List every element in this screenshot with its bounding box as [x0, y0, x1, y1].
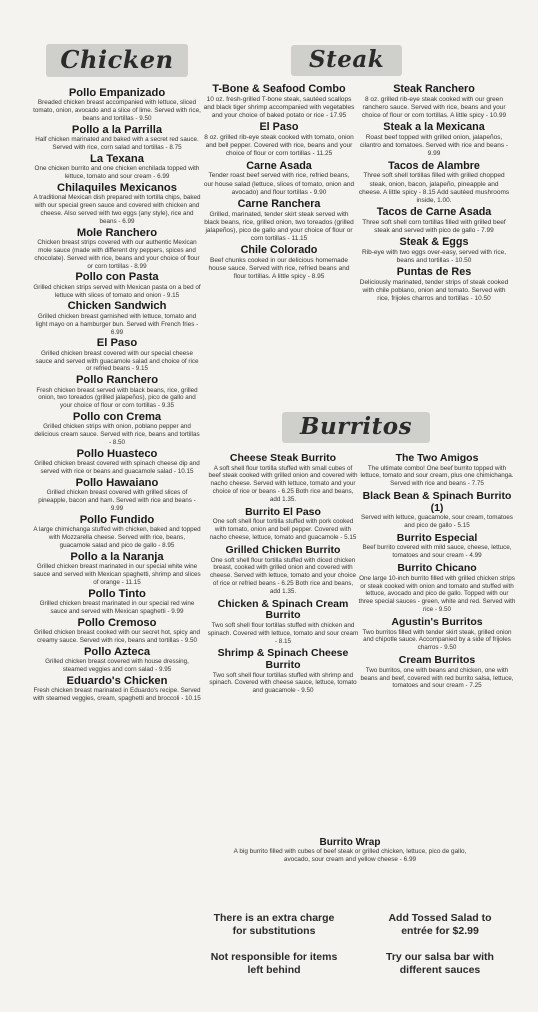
- menu-item: [358, 453, 516, 488]
- menu-item-name: Grilled Chicken Burrito: [225, 543, 341, 556]
- menu-item: [33, 646, 201, 674]
- menu-item-description: Breaded chicken breast accompanied with lettuce, sliced tomato, onion, avocado and a slice of lime. Served with rice, beans and tortillas - 9.50: [33, 99, 201, 123]
- burritos-right-column: [358, 450, 516, 690]
- menu-item-name: T-Bone & Seafood Combo: [212, 83, 346, 95]
- menu-item-description: Two burritos filled with tender skirt steak, grilled onion and chipotle sauce. Accompanied by a side of frijoles charros - 9.50: [362, 628, 512, 652]
- menu-item-description: Grilled chicken breast covered with grilled slices of pineapple, bacon and ham. Served with rice and beans - 9.99: [38, 489, 196, 513]
- menu-item-name: Burrito Chicano: [397, 562, 477, 575]
- menu-item: [358, 617, 516, 652]
- menu-item-name: Pollo Cremoso: [77, 616, 157, 629]
- menu-item-description: Roast beef topped with grilled onion, jalapeños, cilantro and tomatoes. Served with rice and beans - 9.99: [359, 134, 509, 158]
- note-salsa-bar: Try our salsa bar with different sauces: [386, 951, 494, 976]
- menu-item-name: Pollo a la Naranja: [70, 550, 164, 563]
- menu-item: [33, 227, 201, 271]
- menu-item-description: Grilled chicken breast cooked with our secret hot, spicy and creamy sauce. Served with rice, beans and tortillas - 9.50: [34, 629, 200, 644]
- menu-item-name: El Paso: [259, 121, 299, 134]
- menu-item-name: Pollo Empanizado: [68, 87, 166, 99]
- menu-item-description: Two soft shell flour tortillas stuffed with chicken and spinach. Covered with lettuce, tomato and sour cream - 8.15: [207, 621, 359, 645]
- chicken-heading: Chicken: [46, 44, 187, 77]
- menu-item-description: Grilled chicken strips with onion, poblano pepper and delicious cream sauce. Served with rice, beans and tortillas - 8.50: [34, 423, 200, 447]
- menu-item: [33, 300, 201, 336]
- steak-left-column: [203, 82, 355, 281]
- menu-item-description: Tender roast beef served with rice, refried beans, our house salad (lettuce, slices of tomato, onion and avocado) and flour tortillas - 9.90: [203, 172, 355, 196]
- menu-item-name: Cheese Steak Burrito: [229, 452, 337, 464]
- menu-item-name: Pollo Huasteco: [76, 448, 158, 461]
- menu-item: [33, 448, 201, 476]
- menu-item-description: 8 oz. grilled rib-eye steak cooked with tomato, onion and bell pepper. Covered with rice, beans and your choice of flour or corn tortillas - 11.25: [204, 134, 354, 158]
- menu-item: [33, 675, 201, 703]
- menu-item: [358, 122, 510, 158]
- menu-item-name: Carne Ranchera: [237, 197, 321, 210]
- menu-item: [358, 237, 510, 265]
- menu-item-description: Half chicken marinated and baked with a secret red sauce. Served with rice, corn salad and tortillas - 8.75: [35, 136, 199, 152]
- menu-item: [203, 245, 355, 281]
- menu-item-description: Fresh chicken breast served with black beans, rice, grilled onion, two toreados (grilled jalapeños), pico de gallo and your choice of flour or corn tortillas - 9.35: [36, 386, 198, 410]
- menu-item: [33, 551, 201, 587]
- menu-item-name: Puntas de Res: [396, 266, 472, 279]
- menu-item-name: Pollo con Crema: [72, 411, 162, 424]
- menu-item-description: One soft shell flour tortilla stuffed with pork cooked with tomato, onion and bell pepper. Covered with nacho cheese, lettuce, tomato and guacamole - 5.15: [209, 518, 357, 542]
- note-tossed-salad: Add Tossed Salad to entrée for $2.99: [388, 912, 492, 937]
- menu-item: [358, 533, 516, 560]
- menu-item-name: Pollo Fundido: [79, 513, 155, 526]
- chicken-items: [33, 87, 201, 703]
- menu-item-description: Grilled chicken strips served with Mexican pasta on a bed of lettuce with slices of tomato and onion - 9.15: [33, 283, 201, 299]
- note-substitutions: There is an extra charge for substitutions: [213, 912, 335, 937]
- menu-item-name: Burrito El Paso: [245, 505, 321, 518]
- menu-item: [207, 507, 359, 542]
- menu-item: [358, 84, 510, 120]
- menu-item-name: Carne Asada: [246, 159, 312, 172]
- menu-item-name: Pollo Hawaiano: [75, 477, 159, 490]
- menu-item-name: Steak Ranchero: [393, 83, 475, 95]
- menu-item-name: Agustin's Burritos: [391, 616, 483, 629]
- menu-item-description: Grilled, marinated, tender skirt steak served with black beans, rice, grilled onion, two toreados (grilled jalapeños), pico de gallo and your choice of flour or corn tortillas - 11.15: [204, 210, 354, 242]
- menu-item-name: Chilaquiles Mexicanos: [57, 181, 177, 194]
- menu-item: [358, 655, 516, 690]
- menu-item-description: Grilled chicken breast marinated in our special red wine sauce and served with Mexican spaghetti - 9.99: [39, 600, 195, 615]
- menu-item: [33, 87, 201, 123]
- menu-item-description: Rib-eye with two eggs over-easy, served with rice, beans and tortillas - 10.50: [361, 248, 507, 264]
- menu-item-description: A traditional Mexican dish prepared with tortilla chips, baked with our special green sauce and covered with chicken and cheese. Also served with two eggs (any style), rice and beans - 6.99: [33, 194, 201, 225]
- menu-item-name: Pollo Azteca: [83, 645, 151, 658]
- menu-item: [207, 453, 359, 504]
- menu-item-name: Chile Colorado: [240, 244, 318, 257]
- menu-item: [33, 337, 201, 373]
- menu-item: [203, 84, 355, 120]
- menu-item: [203, 199, 355, 243]
- menu-item-name: Steak & Eggs: [399, 236, 469, 248]
- menu-item: [33, 588, 201, 616]
- menu-item-name: Black Bean & Spinach Burrito (1): [362, 490, 512, 514]
- menu-item-name: Mole Ranchero: [76, 226, 158, 239]
- menu-item: [358, 207, 510, 235]
- menu-item-name: Cream Burritos: [398, 654, 476, 667]
- menu-item-name: La Texana: [90, 152, 144, 165]
- menu-item-name: Chicken Sandwich: [67, 300, 167, 313]
- menu-item-description: Grilled chicken breast covered with house dressing, steamed veggies and corn salad - 9.95: [45, 658, 189, 673]
- menu-item-name: Tacos de Alambre: [388, 159, 480, 172]
- menu-item-description: Three soft shell tortillas filled with grilled chopped steak, onion, bacon, jalapeño, pineapple and cheese. A little spicy - 8.15 Add sautéed mushrooms inside, 1.00.: [358, 172, 510, 204]
- menu-item: [358, 491, 516, 530]
- menu-item: [33, 271, 201, 299]
- menu-item-description: Chicken breast strips covered with our authentic Mexican mole sauce (made with different dry peppers, spices and chocolate). Served with rice, beans and your choice of flour or corn tortillas - 8.99: [34, 239, 200, 270]
- menu-item: [207, 648, 359, 695]
- menu-item-name: Steak a la Mexicana: [383, 121, 485, 134]
- menu-item-name: Pollo con Pasta: [75, 271, 159, 284]
- menu-item-description: One large 10-inch burrito filled with grilled chicken strips or steak cooked with onion and tomato and stuffed with lettuce, avocado and pico de gallo. Topped with our three special sauces - green, white and red. Served with rice - 9.50: [358, 574, 516, 614]
- menu-item: [207, 599, 359, 646]
- menu-item-description: Grilled chicken breast marinated in our special white wine sauce and served with Mexican spaghetti, shrimp and slices of orange - 11.15: [33, 563, 201, 586]
- burrito-wrap-item: [232, 837, 468, 864]
- menu-item: [203, 122, 355, 158]
- menu-item-description: Fresh chicken breast marinated in Eduardo's recipe. Served with steamed veggies, cream, spaghetti and broccoli - 10.15: [33, 687, 201, 703]
- menu-item-name: The Two Amigos: [395, 452, 479, 464]
- menu-item-description: Deliciously marinated, tender strips of steak cooked with chile poblano, onion and tomato. Served with rice, frijoles charros and tortillas - 10.50: [359, 279, 509, 303]
- menu-item: [207, 545, 359, 596]
- menu-item-description: Grilled chicken breast garnished with lettuce, tomato and light mayo on a hamburger bun. Served with French fries - 6.99: [35, 312, 199, 336]
- menu-item: [358, 563, 516, 614]
- menu-item-description: 8 oz. grilled rib-eye steak cooked with our green ranchero sauce. Served with rice, beans and your choice of flour or corn tortillas. A little spicy - 10.99: [361, 95, 507, 120]
- menu-item-name: Burrito Wrap: [319, 837, 381, 848]
- menu-item: [33, 411, 201, 447]
- menu-item-name: Pollo Tinto: [88, 587, 146, 600]
- menu-item: [203, 161, 355, 197]
- menu-item: [33, 182, 201, 226]
- menu-item: [33, 477, 201, 513]
- menu-item-name: El Paso: [96, 337, 138, 350]
- menu-item: [33, 374, 201, 410]
- menu-item-name: Burrito Especial: [396, 531, 478, 544]
- steak-heading: Steak: [291, 45, 402, 76]
- menu-item-name: Tacos de Carne Asada: [376, 205, 492, 218]
- menu-item-description: Grilled chicken breast covered with our special cheese sauce and served with guacamole salad and choice of rice or refried beans - 9.15: [35, 349, 199, 373]
- menu-item: [358, 267, 510, 303]
- menu-item-description: Served with lettuce, guacamole, sour cream, tomatoes and pico de gallo - 5.15: [361, 514, 513, 530]
- menu-item-description: Beef burrito covered with mild sauce, cheese, lettuce, tomatoes and sour cream - 4.99: [362, 544, 512, 560]
- menu-item: [33, 124, 201, 152]
- menu-item-name: Chicken & Spinach Cream Burrito: [217, 597, 349, 622]
- burritos-heading: Burritos: [282, 412, 430, 443]
- menu-item-name: Pollo a la Parrilla: [71, 123, 163, 136]
- note-not-responsible: Not responsible for items left behind: [210, 951, 338, 976]
- menu-item: [33, 153, 201, 181]
- burritos-left-column: [207, 450, 359, 695]
- chicken-section: [33, 44, 201, 703]
- menu-item: [33, 514, 201, 550]
- menu-item-description: Grilled chicken breast covered with spinach cheese dip and served with rice or beans and guacamole salad - 10.15: [34, 460, 200, 476]
- menu-item-description: A large chimichanga stuffed with chicken, baked and topped with Mozzarella cheese. Served with rice, beans, guacamole salad and pico de gallo - 8.95: [33, 526, 201, 549]
- menu-item-description: Two burritos, one with beans and chicken, one with beans and beef, covered with red burrito salsa, lettuce, tomatoes and sour cream - 7.25: [360, 666, 514, 690]
- menu-item-description: Beef chunks cooked in our delicious homemade house sauce. Served with rice, refried beans and flour tortillas. A little spicy - 8.95: [208, 257, 350, 281]
- menu-item-description: One chicken burrito and one chicken enchilada topped with lettuce, tomato and sour cream - 6.99: [34, 165, 200, 181]
- menu-item: [358, 161, 510, 205]
- menu-item-description: The ultimate combo! One beef burrito topped with lettuce, tomato and sour cream, plus one chimichanga. Served with rice and beans - 7.75: [360, 464, 514, 488]
- menu-item-name: Shrimp & Spinach Cheese Burrito: [217, 647, 349, 672]
- menu-item: [33, 617, 201, 645]
- menu-item-description: One soft shell flour tortilla stuffed with diced chicken breast, cooked with grilled onion and covered with cheese. Served with lettuce, tomato and your choice of rice or refried beans - 6.25 Both rice and beans, add 1.35.: [210, 556, 356, 595]
- menu-item-name: Pollo Ranchero: [75, 374, 159, 387]
- steak-right-column: [358, 82, 510, 303]
- menu-item-description: A big burrito filled with cubes of beef steak or grilled chicken, lettuce, pico de gallo, avocado, sour cream and yellow cheese - 6.99: [233, 848, 467, 863]
- menu-item-description: 10 oz. fresh-grilled T-bone steak, sautéed scallops and black tiger shrimp accompanied with vegetables and your choice of baked potato or rice - 17.95: [203, 95, 355, 120]
- menu-item-description: A soft shell flour tortilla stuffed with small cubes of beef steak cooked with grilled onion and covered with nacho cheese. Served with lettuce, tomato and your choice of rice or beans - 6.25 Both rice and beans, add 1.35.: [208, 464, 358, 503]
- menu-item-name: Eduardo's Chicken: [66, 674, 168, 687]
- menu-item-description: Two soft shell flour tortillas stuffed with shrimp and spinach. Covered with cheese sauce, lettuce, tomato and guacamole - 9.50: [209, 671, 357, 695]
- menu-item-description: Three soft shell corn tortillas filled with grilled beef steak and served with pico de gallo - 7.99: [362, 218, 506, 234]
